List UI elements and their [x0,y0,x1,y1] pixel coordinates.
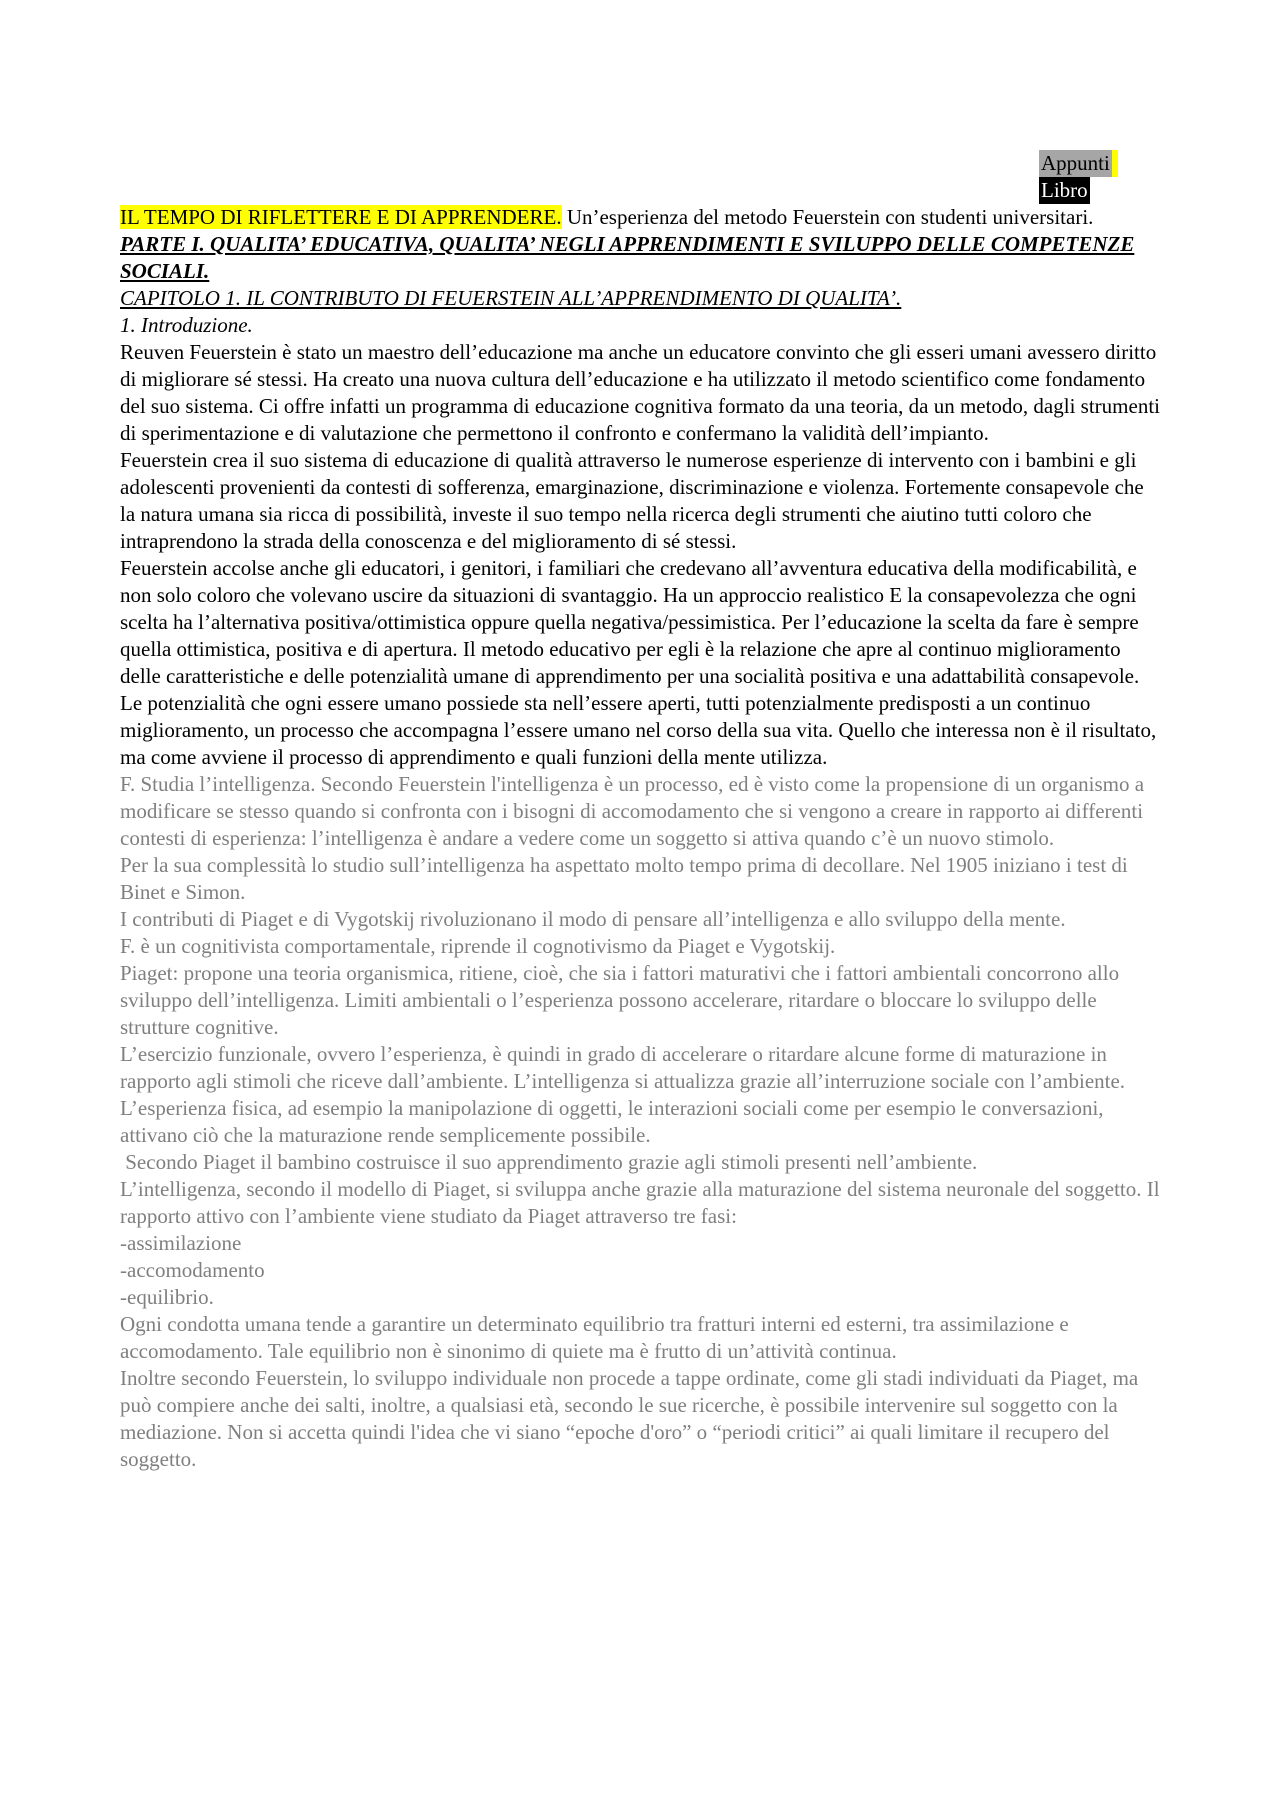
paragraph-notes: Ogni condotta umana tende a garantire un determinato equilibrio tra fratturi interni ed esterni, tra assimilazione e accomodamento. Tale equilibrio non è sinonimo di quiete ma è frutto di un’attività continua. [120,1312,1069,1363]
title-highlight: IL TEMPO DI RIFLETTERE E DI APPRENDERE. [120,205,562,229]
phases-list [120,1230,1160,1311]
paragraph-notes: I contributi di Piaget e di Vygotskij rivoluzionano il modo di pensare all’intelligenza e allo sviluppo della mente. [120,907,1066,931]
paragraph: Feuerstein accolse anche gli educatori, i genitori, i familiari che credevano all’avventura educativa della modificabilità, e non solo coloro che volevano uscire da situazioni di svantaggio. Ha un approccio realistico E la consapevolezza che ogni scelta ha l’alternativa positiva/ottimistica oppure quella negativa/pessimistica. Per l’educazione la scelta da fare è sempre quella ottimistica, positiva e di apertura. Il metodo educativo per egli è la relazione che apre al continuo miglioramento delle caratteristiche e delle potenzialità umane di apprendimento per una socialità positiva e una adattabilità consapevole. [120,556,1140,688]
paragraph-notes: Secondo Piaget il bambino costruisce il suo apprendimento grazie agli stimoli presenti nell’ambiente. [120,1150,978,1174]
paragraph: Reuven Feuerstein è stato un maestro dell’educazione ma anche un educatore convinto che gli esseri umani avessero diritto di migliorare sé stessi. Ha creato una nuova cultura dell’educazione e ha utilizzato il metodo scientifico come fondamento del suo sistema. Ci offre infatti un programma di educazione cognitiva formato da una teoria, da un metodo, dagli strumenti di sperimentazione e di valutazione che permettono il confronto e confermano la validità dell’impianto. [120,340,1160,445]
paragraph: Le potenzialità che ogni essere umano possiede sta nell’essere aperti, tutti potenzialmente predisposti a un continuo miglioramento, un processo che accompagna l’essere umano nel corso della sua vita. Quello che interessa non è il risultato, ma come avviene il processo di apprendimento e quali funzioni della mente utilizza. [120,691,1157,769]
paragraph-notes: Piaget: propone una teoria organismica, ritiene, cioè, che sia i fattori maturativi che i fattori ambientali concorrono allo sviluppo dell’intelligenza. Limiti ambientali o l’esperienza possono accelerare, ritardare o bloccare lo sviluppo delle strutture cognitive. [120,961,1120,1039]
list-item: -accomodamento [120,1258,265,1282]
section-heading: 1. Introduzione. [120,313,253,337]
paragraph: Feuerstein crea il suo sistema di educazione di qualità attraverso le numerose esperienze di intervento con i bambini e gli adolescenti provenienti da contesti di sofferenza, emarginazione, discriminazione e violenza. Fortemente consapevole che la natura umana sia ricca di possibilità, investe il suo tempo nella ricerca degli strumenti che aiutino tutti coloro che intraprendono la strada della conoscenza e del miglioramento di sé stessi. [120,448,1144,553]
document-body [120,204,1160,1473]
paragraph-notes: F. Studia l’intelligenza. Secondo Feuerstein l'intelligenza è un processo, ed è visto come la propensione di un organismo a modificare se stesso quando si confronta con i bisogni di accomodamento che si vengono a creare in rapporto ai differenti contesti di esperienza: l’intelligenza è andare a vedere come un soggetto si attiva quando c’è un nuovo stimolo. [120,772,1145,850]
notes-tag [1039,150,1112,204]
tag-line-2: Libro [1041,178,1088,202]
tag-line-1: Appunti [1041,151,1110,175]
paragraph-notes: L’esercizio funzionale, ovvero l’esperienza, è quindi in grado di accelerare o ritardare alcune forme di maturazione in rapporto agli stimoli che riceve dall’ambiente. L’intelligenza si attualizza grazie all’interruzione sociale con l’ambiente. [120,1042,1126,1093]
title-rest: Un’esperienza del metodo Feuerstein con studenti universitari. [561,205,1094,229]
document-title [120,204,1160,231]
paragraph-notes: L’esperienza fisica, ad esempio la manipolazione di oggetti, le interazioni sociali come per esempio le conversazioni, attivano ciò che la maturazione rende semplicemente possibile. [120,1096,1104,1147]
part-heading: PARTE I. QUALITA’ EDUCATIVA, QUALITA’ NEGLI APPRENDIMENTI E SVILUPPO DELLE COMPETENZE SOCIALI. [120,232,1135,283]
paragraph-notes: Inoltre secondo Feuerstein, lo sviluppo individuale non procede a tappe ordinate, come gli stadi individuati da Piaget, ma può compiere anche dei salti, inoltre, a qualsiasi età, secondo le sue ricerche, è possibile intervenire sul soggetto con la mediazione. Non si accetta quindi l'idea che vi siano “epoche d'oro” o “periodi critici” ai quali limitare il recupero del soggetto. [120,1366,1139,1471]
paragraph-notes: Per la sua complessità lo studio sull’intelligenza ha aspettato molto tempo prima di decollare. Nel 1905 iniziano i test di Binet e Simon. [120,853,1128,904]
list-item: -assimilazione [120,1231,242,1255]
paragraph-notes: L’intelligenza, secondo il modello di Piaget, si sviluppa anche grazie alla maturazione del sistema neuronale del soggetto. Il rapporto attivo con l’ambiente viene studiato da Piaget attraverso tre fasi: [120,1177,1160,1228]
paragraph-notes: F. è un cognitivista comportamentale, riprende il cognotivismo da Piaget e Vygotskij. [120,934,836,958]
list-item: -equilibrio. [120,1285,214,1309]
chapter-heading: CAPITOLO 1. IL CONTRIBUTO DI FEUERSTEIN ALL’APPRENDIMENTO DI QUALITA’. [120,286,902,310]
